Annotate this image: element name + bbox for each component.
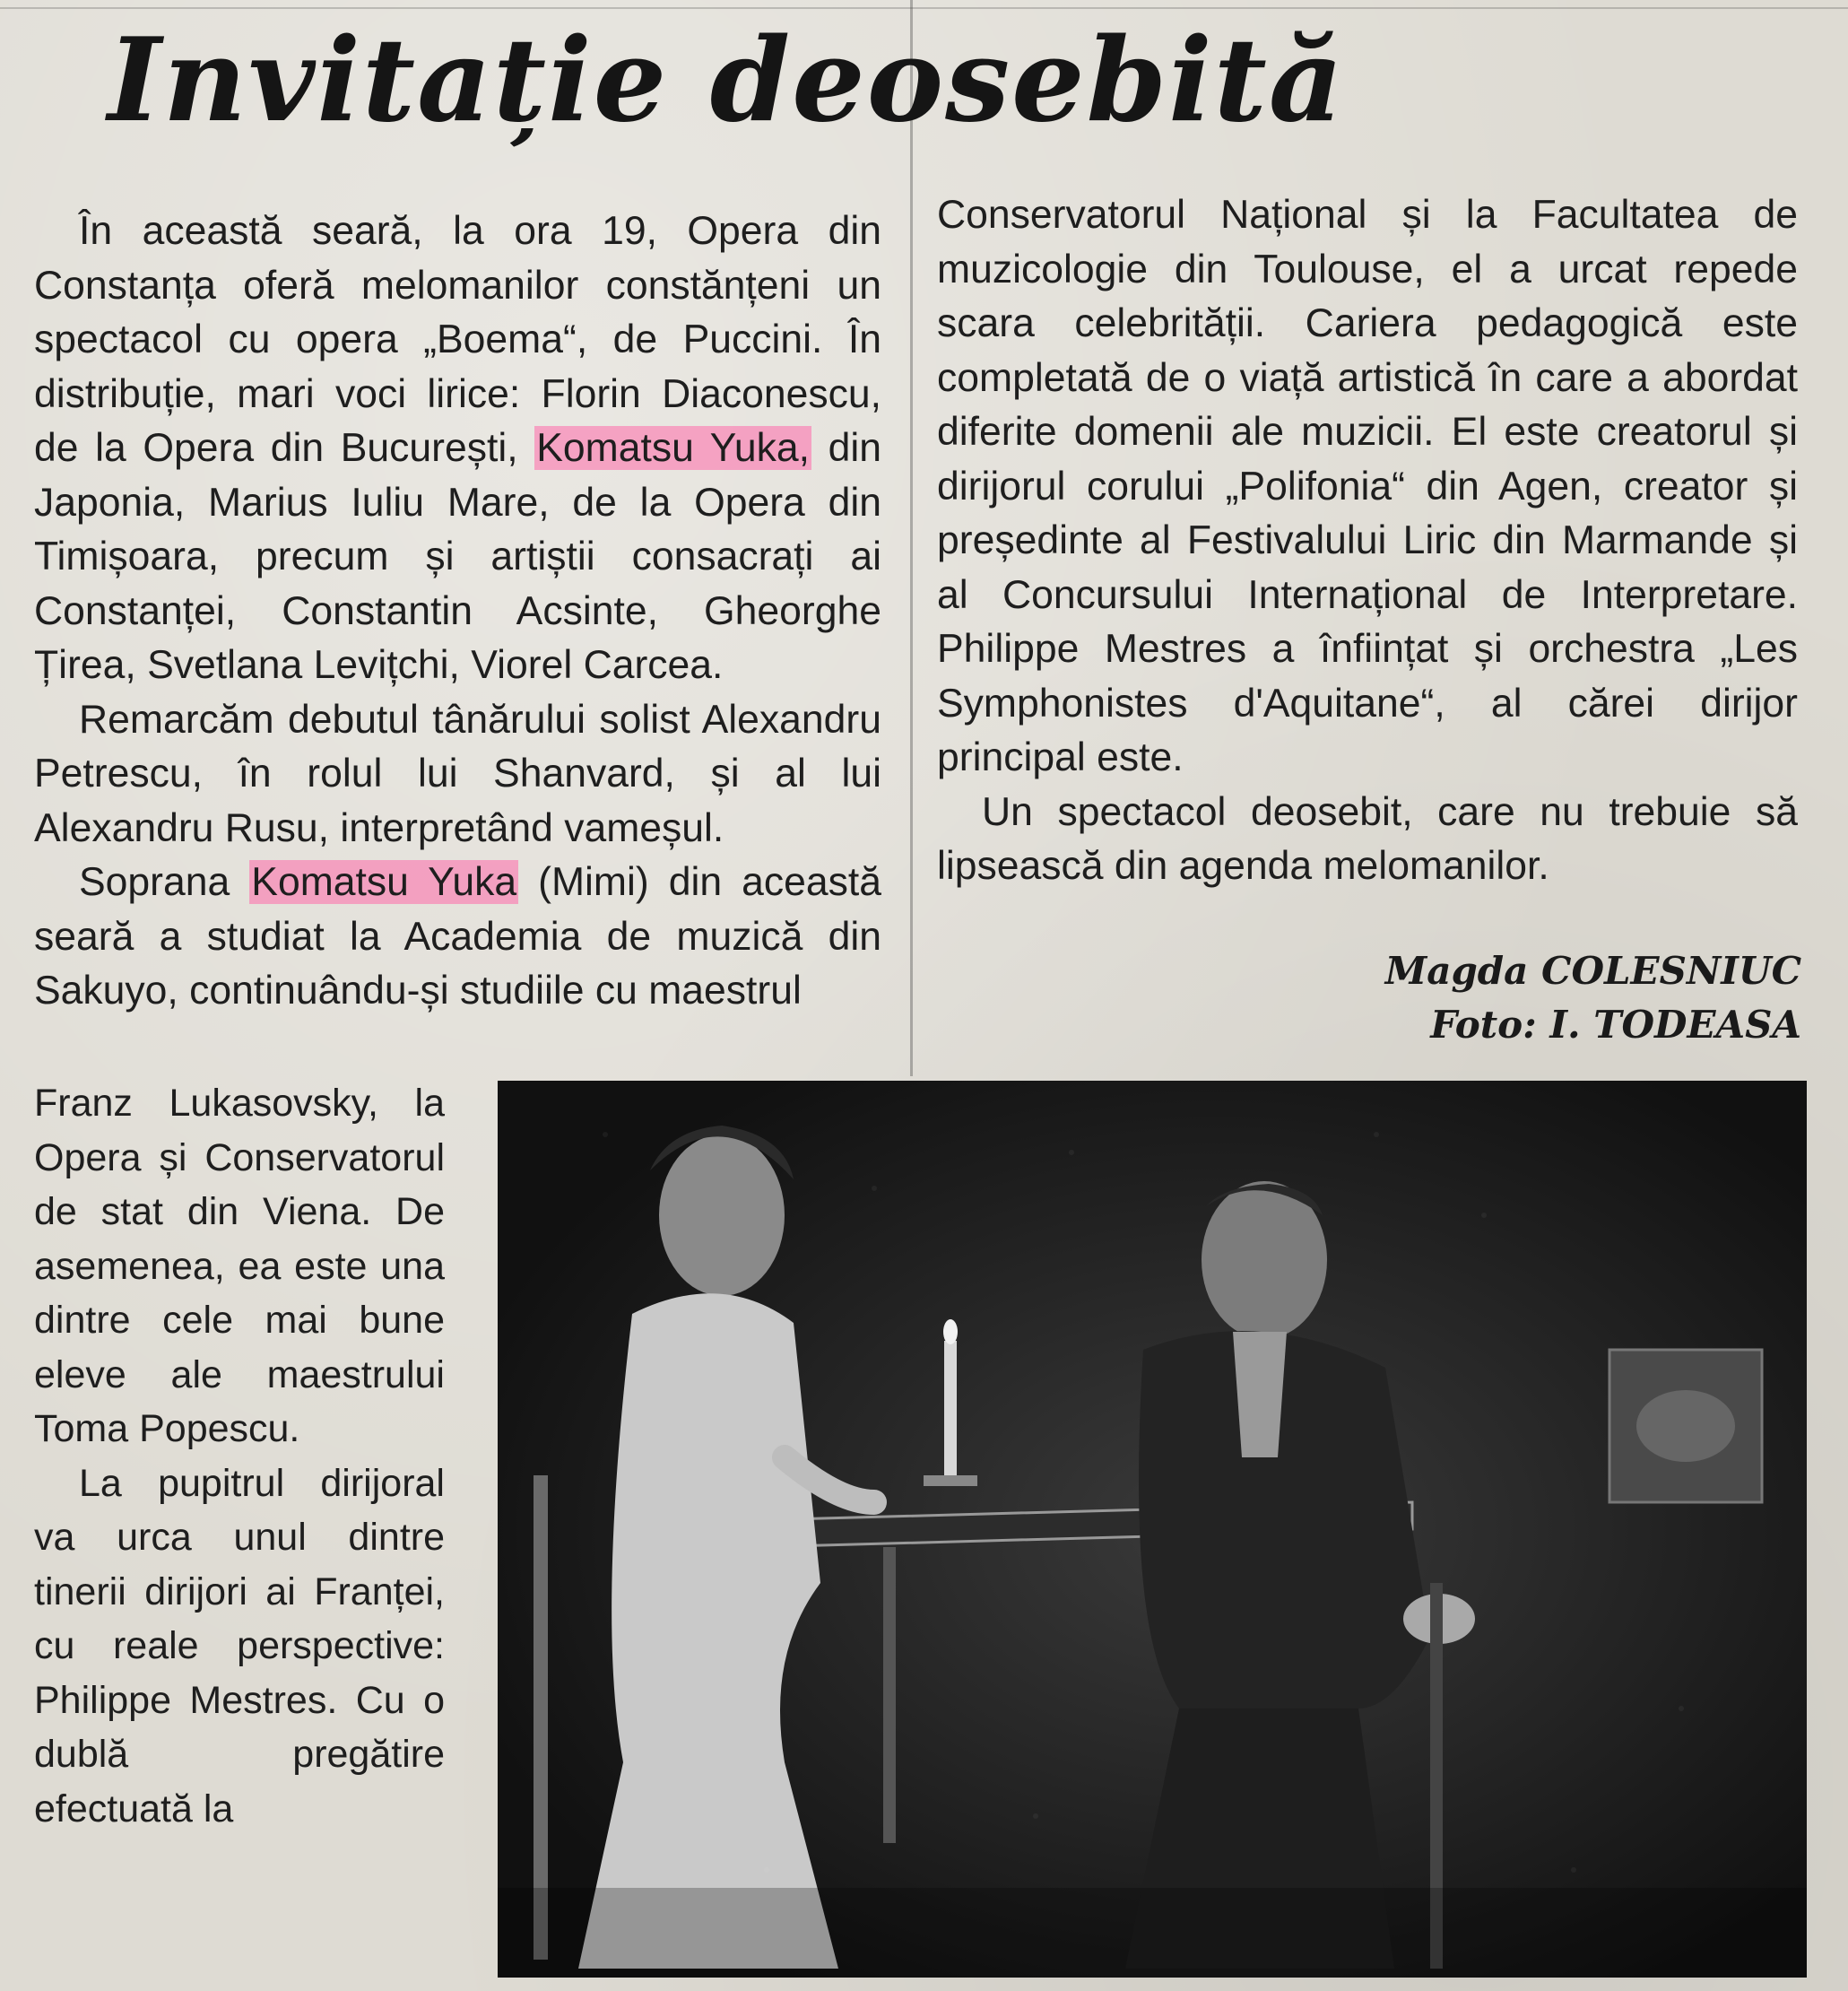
photo-credit: Foto: I. TODEASA	[1430, 1003, 1801, 1047]
article-column-right	[937, 188, 1798, 894]
paragraph-soprano: Soprana Komatsu Yuka (Mimi) din această seară a studiat la Academia de muzică din Sakuyo, continuându-și studiile cu maestrul	[34, 860, 881, 1013]
highlighted-name: Komatsu Yuka	[251, 860, 517, 904]
paragraph-intro: În această seară, la ora 19, Opera din Constanța oferă melomanilor constănțeni un spectacol cu opera „Boema“, de Puccini. În distribuție, mari voci lirice: Florin Diaconescu, de la Opera din București, Komatsu Yuka, din Japonia, Marius Iuliu Mare, de la Opera din Timișoara, precum și artiștii consacrați ai Constanței, Constantin Acsinte, Gheorghe Țirea, Svetlana Levițchi, Viorel Carcea.	[34, 209, 881, 687]
stage-photo	[498, 1081, 1807, 1978]
column-rule	[910, 0, 913, 1076]
author-byline: Magda COLESNIUC	[1384, 949, 1801, 993]
highlighted-name: Komatsu Yuka,	[536, 426, 810, 470]
paragraph-conductor-continued: Conservatorul Național și la Facultatea de muzicologie din Toulouse, el a urcat repede scara celebrității. Cariera pedagogică este completată de o viață artistică în care a abordat diferite domenii ale muzicii. El este creatorul și dirijorul corului „Polifonia“ din Agen, creator și președinte al Festivalului Liric din Marmande și al Concursului Internațional de Interpretare. Philippe Mestres a înființat și orchestra „Les Symphonistes d'Aquitane“, al cărei dirijor principal este.	[937, 193, 1798, 779]
headline: Invitație deosebită	[108, 13, 1345, 148]
article-column-narrow	[34, 1076, 445, 1836]
paragraph-closing: Un spectacol deosebit, care nu trebuie să lipsească din agenda melomanilor.	[937, 789, 1798, 888]
article-column-left	[34, 204, 881, 1019]
paragraph-conductor: La pupitrul dirijoral va urca unul dintre tinerii dirijori ai Franței, cu reale perspective: Philippe Mestres. Cu o dublă pregătire efectuată la	[34, 1461, 445, 1830]
paragraph-soprano-continued: Franz Lukasovsky, la Opera și Conservatorul de stat din Viena. De asemenea, ea este una dintre cele mai bune eleve ale maestrului Toma Popescu.	[34, 1082, 445, 1450]
paragraph-debut: Remarcăm debutul tânărului solist Alexandru Petrescu, în rolul lui Shanvard, și al lui Alexandru Rusu, interpretând vameșul.	[34, 697, 881, 850]
